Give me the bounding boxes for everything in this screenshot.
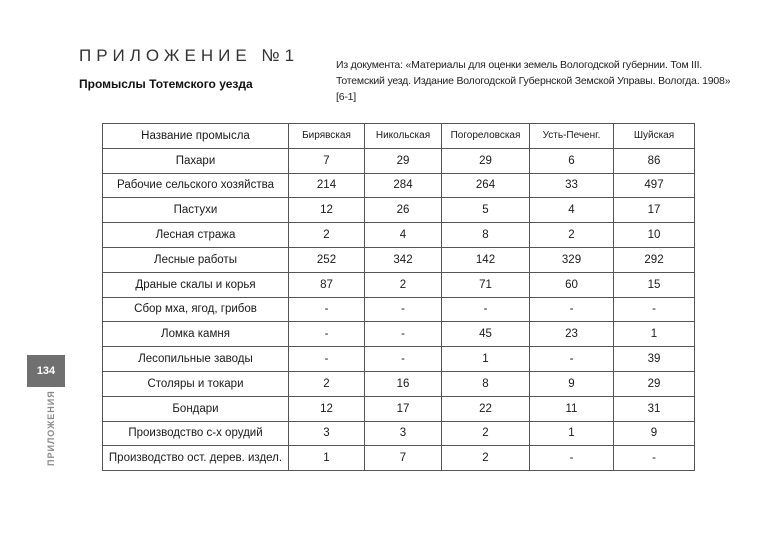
craft-name-cell: Сбор мха, ягод, грибов <box>103 297 289 322</box>
table-row <box>103 223 695 248</box>
craft-name-cell: Лесопильные заводы <box>103 347 289 372</box>
value-cell: - <box>530 347 614 372</box>
value-cell: 15 <box>614 272 695 297</box>
value-cell: 292 <box>614 247 695 272</box>
value-cell: 9 <box>530 371 614 396</box>
value-cell: 71 <box>442 272 530 297</box>
value-cell: 8 <box>442 371 530 396</box>
value-cell: 10 <box>614 223 695 248</box>
table-row <box>103 347 695 372</box>
appendix-title: ПРИЛОЖЕНИЕ №1 <box>79 46 300 65</box>
craft-name-cell: Лесные работы <box>103 247 289 272</box>
value-cell: 284 <box>365 173 442 198</box>
value-cell: 214 <box>289 173 365 198</box>
value-cell: - <box>365 297 442 322</box>
value-cell: 17 <box>365 396 442 421</box>
page-number: 134 <box>36 365 56 377</box>
value-cell: 4 <box>530 198 614 223</box>
table-subtitle: Промыслы Тотемского уезда <box>79 77 253 91</box>
craft-name-cell: Столяры и токари <box>103 371 289 396</box>
table-row <box>103 173 695 198</box>
table-row <box>103 371 695 396</box>
table-body <box>103 148 695 470</box>
value-cell: 11 <box>530 396 614 421</box>
value-cell: 2 <box>365 272 442 297</box>
craft-name-cell: Пахари <box>103 148 289 173</box>
value-cell: 142 <box>442 247 530 272</box>
value-cell: 86 <box>614 148 695 173</box>
value-cell: - <box>442 297 530 322</box>
craft-name-cell: Бондари <box>103 396 289 421</box>
value-cell: 4 <box>365 223 442 248</box>
value-cell: 2 <box>289 223 365 248</box>
column-header: Погореловская <box>442 124 530 149</box>
value-cell: 2 <box>442 446 530 471</box>
craft-name-cell: Драные скалы и корья <box>103 272 289 297</box>
value-cell: 5 <box>442 198 530 223</box>
value-cell: 39 <box>614 347 695 372</box>
craft-name-cell: Лесная стража <box>103 223 289 248</box>
craft-name-cell: Ломка камня <box>103 322 289 347</box>
crafts-table <box>102 123 695 471</box>
value-cell: 252 <box>289 247 365 272</box>
value-cell: 12 <box>289 198 365 223</box>
table-row <box>103 322 695 347</box>
value-cell: 45 <box>442 322 530 347</box>
value-cell: - <box>530 297 614 322</box>
value-cell: 7 <box>365 446 442 471</box>
value-cell: 12 <box>289 396 365 421</box>
value-cell: - <box>289 322 365 347</box>
value-cell: 342 <box>365 247 442 272</box>
value-cell: - <box>530 446 614 471</box>
value-cell: 3 <box>365 421 442 446</box>
value-cell: 1 <box>530 421 614 446</box>
value-cell: 2 <box>289 371 365 396</box>
value-cell: - <box>614 446 695 471</box>
value-cell: - <box>365 347 442 372</box>
value-cell: 3 <box>289 421 365 446</box>
value-cell: - <box>289 297 365 322</box>
table-header-row <box>103 124 695 149</box>
value-cell: 264 <box>442 173 530 198</box>
table-row <box>103 247 695 272</box>
value-cell: 29 <box>365 148 442 173</box>
column-header: Бирявская <box>289 124 365 149</box>
table-row <box>103 446 695 471</box>
page-number-tab <box>27 355 65 387</box>
section-side-label: ПРИЛОЖЕНИЯ <box>46 390 56 466</box>
value-cell: 26 <box>365 198 442 223</box>
value-cell: 1 <box>442 347 530 372</box>
value-cell: 8 <box>442 223 530 248</box>
value-cell: 6 <box>530 148 614 173</box>
table-row <box>103 272 695 297</box>
value-cell: 329 <box>530 247 614 272</box>
source-line-2: Тотемский уезд. Издание Вологодской Губернской Земской Управы. Вологда. 1908» [6-1] <box>336 75 731 103</box>
column-header: Шуйская <box>614 124 695 149</box>
value-cell: 16 <box>365 371 442 396</box>
craft-name-cell: Пастухи <box>103 198 289 223</box>
value-cell: 31 <box>614 396 695 421</box>
value-cell: - <box>289 347 365 372</box>
table-row <box>103 421 695 446</box>
craft-name-cell: Производство ост. дерев. издел. <box>103 446 289 471</box>
value-cell: 9 <box>614 421 695 446</box>
table-row <box>103 396 695 421</box>
value-cell: - <box>365 322 442 347</box>
craft-name-cell: Производство с-х орудий <box>103 421 289 446</box>
value-cell: 1 <box>289 446 365 471</box>
value-cell: 60 <box>530 272 614 297</box>
column-header: Усть-Печенг. <box>530 124 614 149</box>
craft-name-cell: Рабочие сельского хозяйства <box>103 173 289 198</box>
value-cell: 22 <box>442 396 530 421</box>
value-cell: 2 <box>530 223 614 248</box>
value-cell: 2 <box>442 421 530 446</box>
value-cell: 7 <box>289 148 365 173</box>
value-cell: 33 <box>530 173 614 198</box>
table-row <box>103 297 695 322</box>
table-row <box>103 198 695 223</box>
value-cell: - <box>614 297 695 322</box>
column-header: Никольская <box>365 124 442 149</box>
table-row <box>103 148 695 173</box>
value-cell: 1 <box>614 322 695 347</box>
column-header: Название промысла <box>103 124 289 149</box>
value-cell: 87 <box>289 272 365 297</box>
value-cell: 29 <box>442 148 530 173</box>
source-citation <box>336 57 736 105</box>
value-cell: 29 <box>614 371 695 396</box>
value-cell: 497 <box>614 173 695 198</box>
source-line-1: Из документа: «Материалы для оценки земель Вологодской губернии. Том III. <box>336 59 703 71</box>
value-cell: 17 <box>614 198 695 223</box>
value-cell: 23 <box>530 322 614 347</box>
